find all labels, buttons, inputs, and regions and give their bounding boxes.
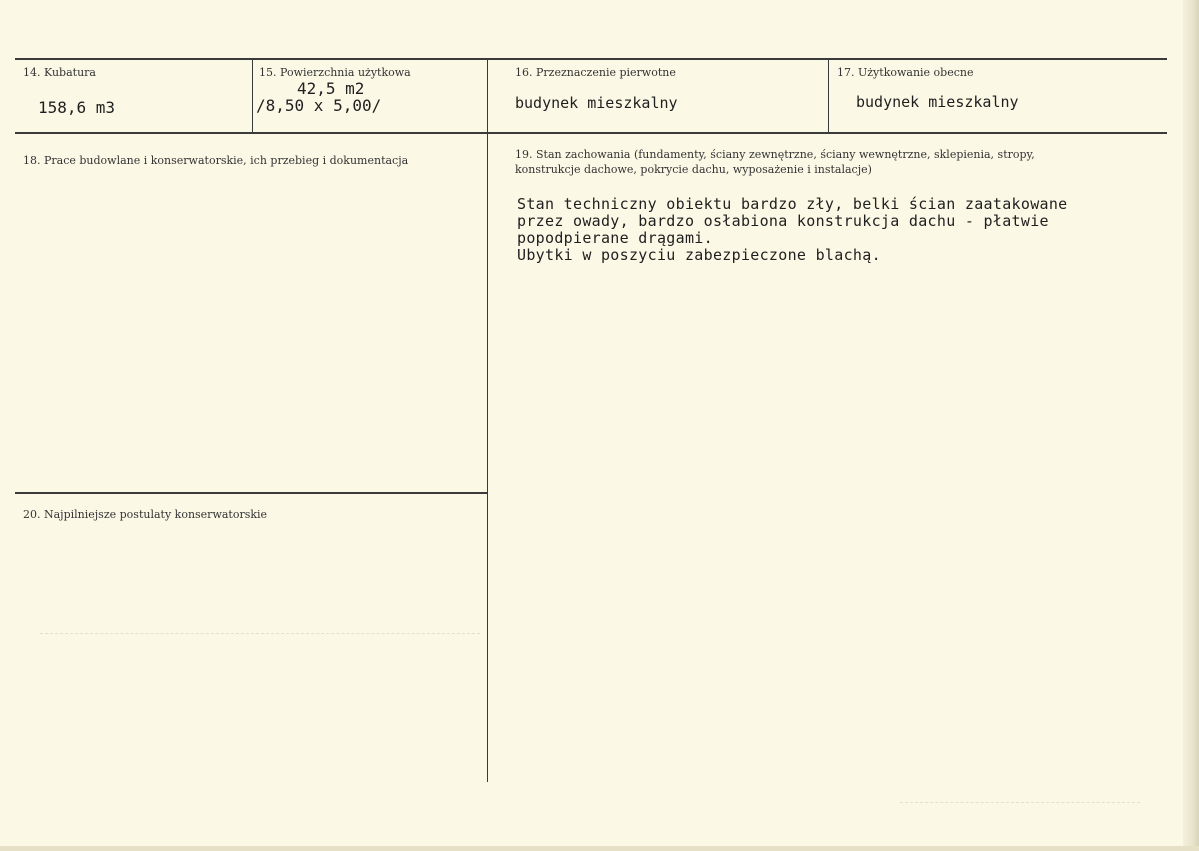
section18-bottom-rule xyxy=(15,492,487,494)
faint-trace xyxy=(900,802,1140,804)
kubatura-label: 14. Kubatura xyxy=(23,66,96,79)
powierzchnia-value-area: 42,5 m2 xyxy=(297,79,365,98)
faint-trace xyxy=(40,633,480,635)
przeznaczenie-value: budynek mieszkalny xyxy=(515,94,678,112)
divider-15-16 xyxy=(487,60,488,782)
przeznaczenie-label: 16. Przeznaczenie pierwotne xyxy=(515,66,676,79)
prace-budowlane-label: 18. Prace budowlane i konserwatorskie, ich przebieg i dokumentacja xyxy=(23,154,409,167)
divider-14-15 xyxy=(252,60,253,132)
powierzchnia-label: 15. Powierzchnia użytkowa xyxy=(259,66,411,79)
card-edge-bottom xyxy=(0,846,1199,851)
divider-16-17 xyxy=(828,60,829,132)
powierzchnia-value-dimensions: /8,50 x 5,00/ xyxy=(256,96,382,115)
stan-zachowania-text-line-1: Stan techniczny obiektu bardzo zły, belki ścian zaatakowane xyxy=(517,195,1068,213)
postulaty-label: 20. Najpilniejsze postulaty konserwatorskie xyxy=(23,508,268,521)
card-edge xyxy=(1183,0,1199,851)
stan-zachowania-text-line-4: Ubytki w poszyciu zabezpieczone blachą. xyxy=(517,246,881,264)
stan-zachowania-text-line-2: przez owady, bardzo osłabiona konstrukcja dachu - płatwie xyxy=(517,212,1049,230)
uzytkowanie-label: 17. Użytkowanie obecne xyxy=(837,66,974,79)
row1-bottom-rule xyxy=(15,132,1167,134)
kubatura-value: 158,6 m3 xyxy=(38,98,116,117)
stan-zachowania-label-line2: konstrukcje dachowe, pokrycie dachu, wyposażenie i instalacje) xyxy=(515,163,872,176)
top-rule xyxy=(15,58,1167,60)
stan-zachowania-label-line1: 19. Stan zachowania (fundamenty, ściany zewnętrzne, ściany wewnętrzne, sklepienia, stropy, xyxy=(515,148,1035,161)
stan-zachowania-text-line-3: popodpierane drągami. xyxy=(517,229,713,247)
uzytkowanie-value: budynek mieszkalny xyxy=(856,93,1019,111)
